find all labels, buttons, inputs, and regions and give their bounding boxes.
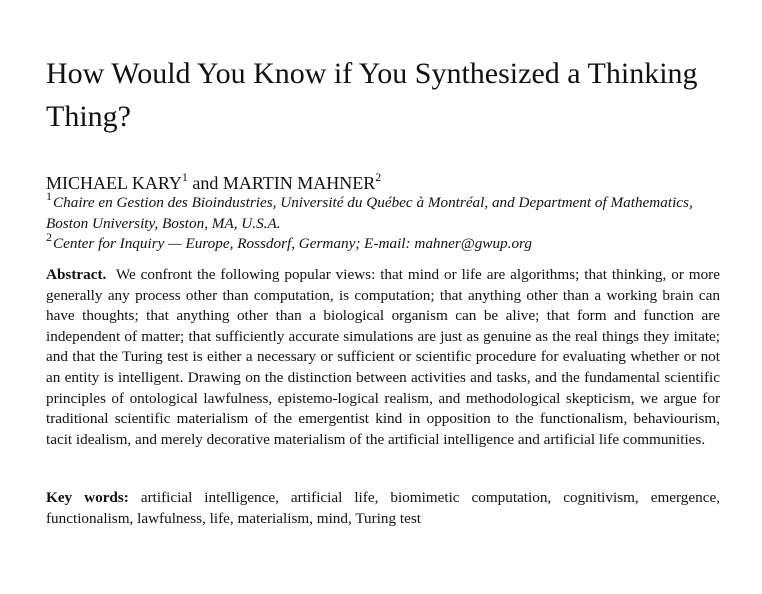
abstract [46,265,720,450]
keywords-label: Key words: [46,489,129,506]
keywords [46,488,720,529]
paper-title: How Would You Know if You Synthesized a Thinking Thing? [46,57,698,133]
affiliation-mark: 2 [46,229,52,244]
affiliation-text: Center for Inquiry — Europe, Rossdorf, Germany; E-mail: mahner@gwup.org [53,235,532,252]
abstract-label: Abstract. [46,266,107,283]
keywords-text: artificial intelligence, artificial life, biomimetic computation, cognitivism, emergence, functionalism, lawfulness, life, materialism, mind, Turing test [46,489,721,527]
affiliation-text: Chaire en Gestion des Bioindustries, Université du Québec à Montréal, and Department of Mathematics, Boston University, Boston, MA, U.S.A. [46,194,693,232]
abstract-text: We confront the following popular views: that mind or life are algorithms; that thinking, or more generally any process other than computation, is computation; that anything other than a working brain can have thoughts; that anything other than a biological organism can be alive; that form and function are independent of matter; that sufficiently accurate simulations are just as genuine as the real things they imitate; and that the Turing test is either a necessary or sufficient or scientific procedure for evaluating whether or not an entity is intelligent. Drawing on the distinction between activities and tasks, and the fundamental scientific principles of ontological lawfulness, epistemo-logical realism, and methodological skepticism, we argue for traditional scientific materialism of the emergentist kind in opposition to the functionalism, behaviourism, tacit idealism, and merely decorative materialism of the artificial intelligence and artificial life communities. [46,266,720,448]
author-name: MICHAEL KARY [46,173,182,193]
affiliation-1 [46,188,726,234]
affiliation-mark: 1 [46,188,52,203]
affiliation-mark: 2 [375,170,382,184]
author-conjunction: and [192,173,219,193]
author-line [46,172,381,194]
affiliation-2 [46,229,726,255]
affiliation-mark: 1 [181,170,188,184]
author-name: MARTIN MAHNER [222,173,376,193]
